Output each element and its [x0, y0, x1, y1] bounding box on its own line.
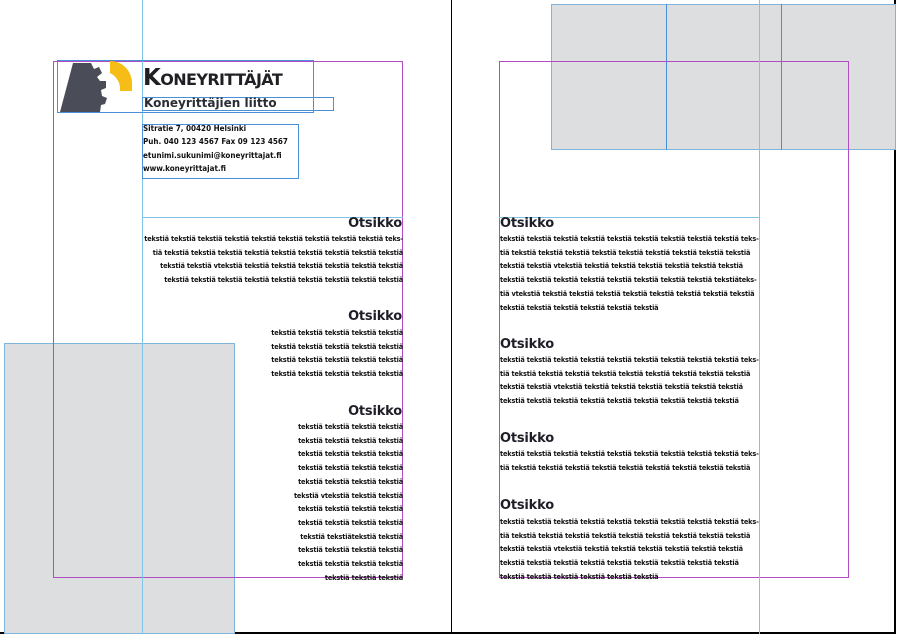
spread-spine — [451, 0, 452, 634]
section-body: tekstiä tekstiä tekstiä tekstiä tekstiä tekstiä tekstiä tekstiä tekstiä teks- tiä tekstiä tekstiä tekstiä tekstiä tekstiä tekstiä tekstiä tekstiä tekstiä tekstiä tekstiä vtekstiä tekstiä tekstiä tekstiä tekstiä tekstiä tekstiä tekstiä tekstiä tekstiä tekstiä tekstiä tekstiä tekstiä tekstiä tekstiä — [500, 355, 759, 406]
section-heading: Otsikko — [500, 431, 554, 446]
website-line: www.koneyrittajat.fi — [143, 163, 226, 173]
section-body: tekstiä tekstiä tekstiä tekstiä tekstiä tekstiä tekstiä tekstiä tekstiä teks- tiä tekstiä tekstiä tekstiä tekstiä tekstiä tekstiä tekstiä tekstiä tekstiä tekstiä tekstiä vtekstiä tekstiä tekstiä tekstiä tekstiä tekstiä tekstiä tekstiä tekstiä tekstiä tekstiä tekstiä tekstiä tekstiä tekstiä tekstiäteks- tiä vtekstiä tekstiä tekstiä tekstiä tekstiä tekstiä tekstiä tekstiä tekstiä tekstiä tekstiä tekstiä tekstiä tekstiä tekstiä — [500, 234, 759, 312]
phone-line: Puh. 040 123 4567 Fax 09 123 4567 — [143, 137, 288, 147]
section-body: tekstiä tekstiä tekstiä tekstiä tekstiä tekstiä tekstiä tekstiä tekstiä teks- tiä tekstiä tekstiä tekstiä tekstiä tekstiä tekstiä tekstiä tekstiä tekstiä tekstiä tekstiä vtekstiä tekstiä tekstiä tekstiä tekstiä tekstiä tekstiä tekstiä tekstiä tekstiä tekstiä tekstiä tekstiä tekstiä tekstiä tekstiä — [144, 234, 403, 285]
koneyrittajat-logo-icon — [58, 60, 136, 112]
section-body: tekstiä tekstiä tekstiä tekstiä tekstiä tekstiä tekstiä tekstiä tekstiä tekstiä tekstiä tekstiä tekstiä tekstiä tekstiä tekstiä tekstiä tekstiä tekstiä tekstiä tekstiä vtekstiä tekstiä tekstiä tekstiä tekstiä tekstiä tekstiä tekstiä tekstiä tekstiä tekstiä tekstiä tekstiätekstiä tekstiä tekstiä tekstiä tekstiä tekstiä tekstiä tekstiä tekstiä tekstiä tekstiä tekstiä tekstiä — [293, 422, 403, 582]
address-line: Sitratie 7, 00420 Helsinki — [143, 124, 247, 133]
section-body: tekstiä tekstiä tekstiä tekstiä tekstiä tekstiä tekstiä tekstiä tekstiä teks- tiä tekstiä tekstiä tekstiä tekstiä tekstiä tekstiä tekstiä tekstiä tekstiä — [500, 449, 759, 472]
section-heading: Otsikko — [500, 498, 554, 513]
contact-info — [143, 122, 288, 175]
company-name: Koneyrittäjät — [143, 65, 283, 91]
company-subtitle: Koneyrittäjien liitto — [144, 96, 277, 110]
section-body: tekstiä tekstiä tekstiä tekstiä tekstiä tekstiä tekstiä tekstiä tekstiä tekstiä tekstiä tekstiä tekstiä tekstiä tekstiä tekstiä tekstiä tekstiä tekstiä tekstiä — [271, 328, 403, 379]
column-guide — [759, 0, 760, 634]
section-heading: Otsikko — [348, 216, 402, 231]
section-body: tekstiä tekstiä tekstiä tekstiä tekstiä tekstiä tekstiä tekstiä tekstiä teks- tiä tekstiä tekstiä tekstiä tekstiä tekstiä tekstiä tekstiä tekstiä tekstiä tekstiä tekstiä vtekstiä tekstiä tekstiä tekstiä tekstiä tekstiä tekstiä tekstiä tekstiä tekstiä tekstiä tekstiä tekstiä tekstiä tekstiä tekstiä tekstiä tekstiä tekstiä tekstiä tekstiä tekstiä — [500, 517, 759, 581]
section-heading: Otsikko — [500, 216, 554, 231]
email-line: etunimi.sukunimi@koneyrittajat.fi — [143, 150, 282, 160]
section-heading: Otsikko — [348, 309, 402, 324]
section-heading: Otsikko — [348, 404, 402, 419]
section-heading: Otsikko — [500, 337, 554, 352]
